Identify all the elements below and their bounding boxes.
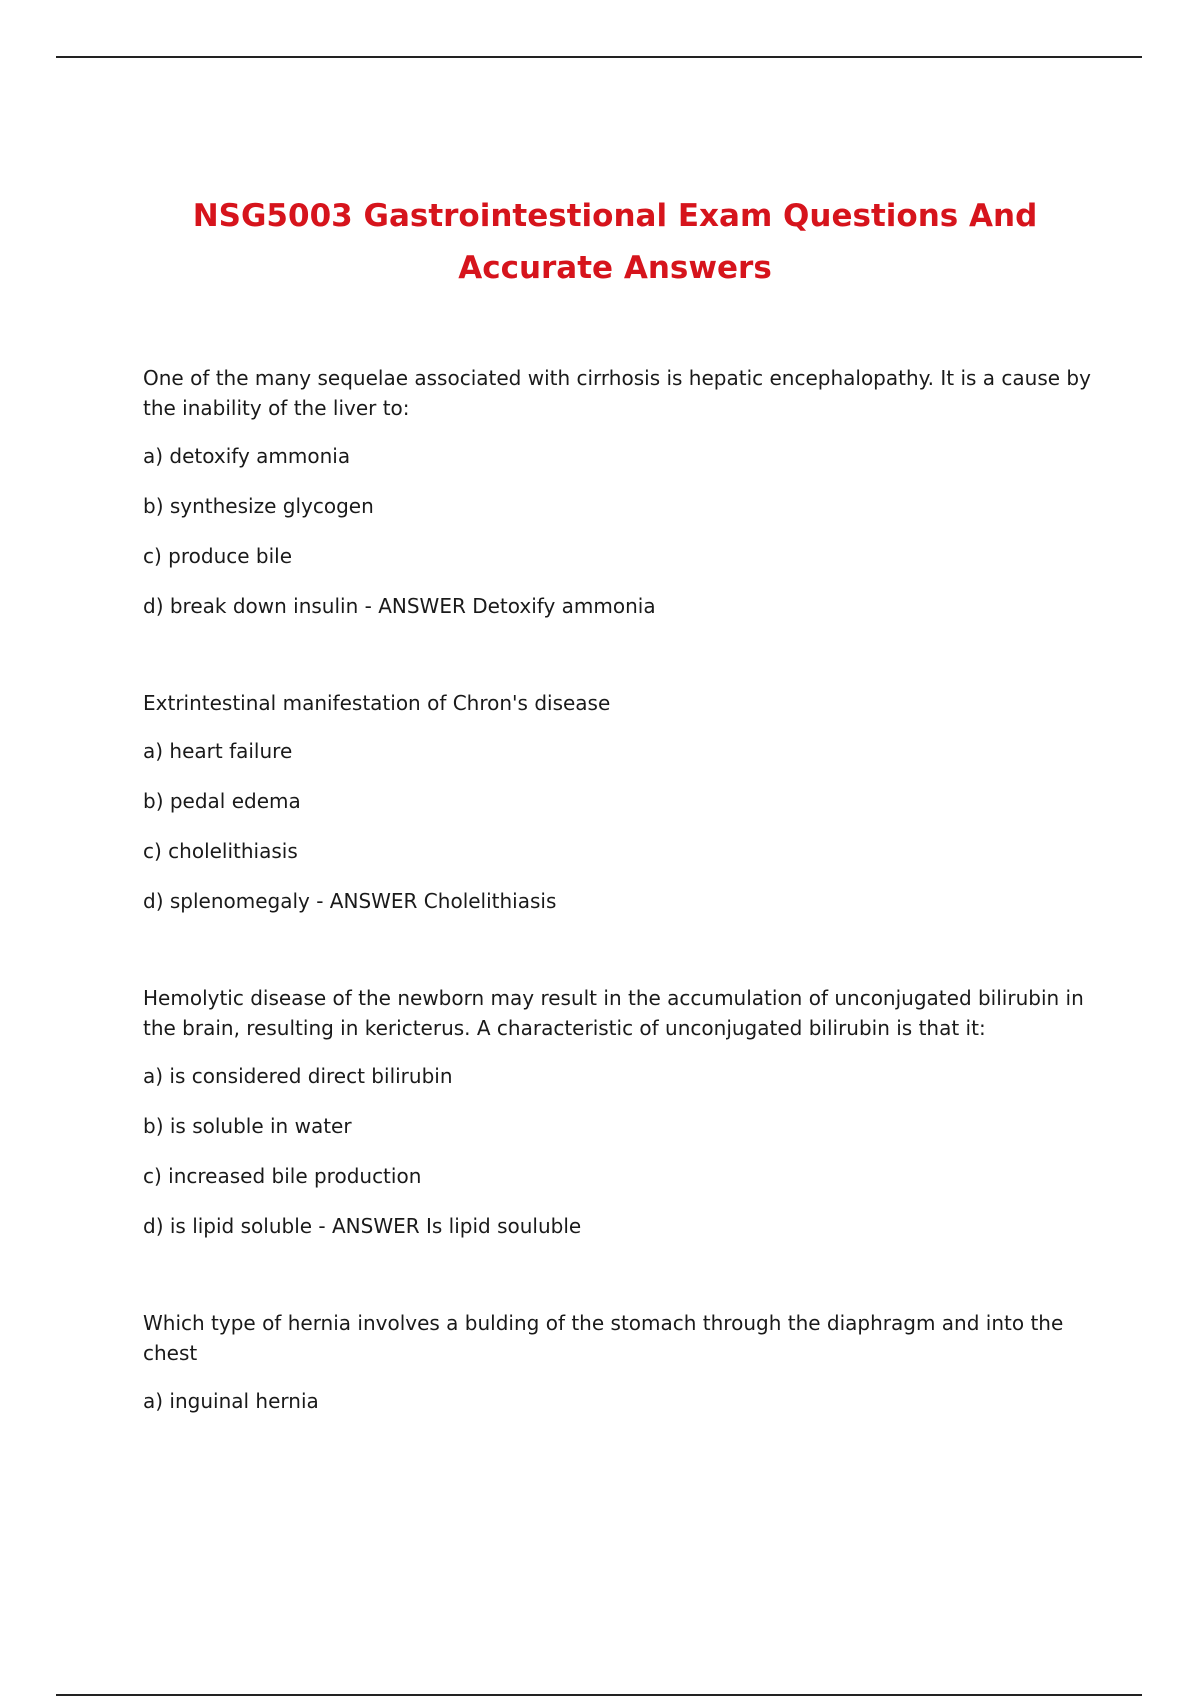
option: a) inguinal hernia — [143, 1389, 319, 1413]
question-block-3 — [143, 983, 1098, 1241]
option: b) is soluble in water — [143, 1114, 352, 1138]
option: a) heart failure — [143, 739, 293, 763]
question-text: Extrintestinal manifestation of Chron's disease — [143, 691, 611, 715]
question-list — [143, 363, 1098, 1483]
option: c) increased bile production — [143, 1164, 422, 1188]
bottom-rule — [56, 1694, 1142, 1696]
document-title: NSG5003 Gastrointestional Exam Questions And Accurate Answers — [192, 198, 1038, 286]
option: b) pedal edema — [143, 789, 301, 813]
question-block-4 — [143, 1308, 1098, 1416]
option: b) synthesize glycogen — [143, 494, 374, 518]
option-with-answer: d) splenomegaly - ANSWER Cholelithiasis — [143, 889, 557, 913]
question-text: Which type of hernia involves a bulding of the stomach through the diaphragm and into the chest — [143, 1311, 1064, 1365]
question-text: Hemolytic disease of the newborn may result in the accumulation of unconjugated bilirubin in the brain, resulting in kericterus. A characteristic of unconjugated bilirubin is that it: — [143, 986, 1084, 1040]
top-rule — [56, 56, 1142, 58]
option: a) detoxify ammonia — [143, 444, 351, 468]
option-with-answer: d) is lipid soluble - ANSWER Is lipid souluble — [143, 1214, 582, 1238]
option: a) is considered direct bilirubin — [143, 1064, 453, 1088]
option: c) cholelithiasis — [143, 839, 298, 863]
option: c) produce bile — [143, 544, 293, 568]
question-block-1 — [143, 363, 1098, 621]
question-text: One of the many sequelae associated with cirrhosis is hepatic encephalopathy. It is a cause by the inability of the liver to: — [143, 366, 1091, 420]
option-with-answer: d) break down insulin - ANSWER Detoxify ammonia — [143, 594, 656, 618]
question-block-2 — [143, 688, 1098, 916]
